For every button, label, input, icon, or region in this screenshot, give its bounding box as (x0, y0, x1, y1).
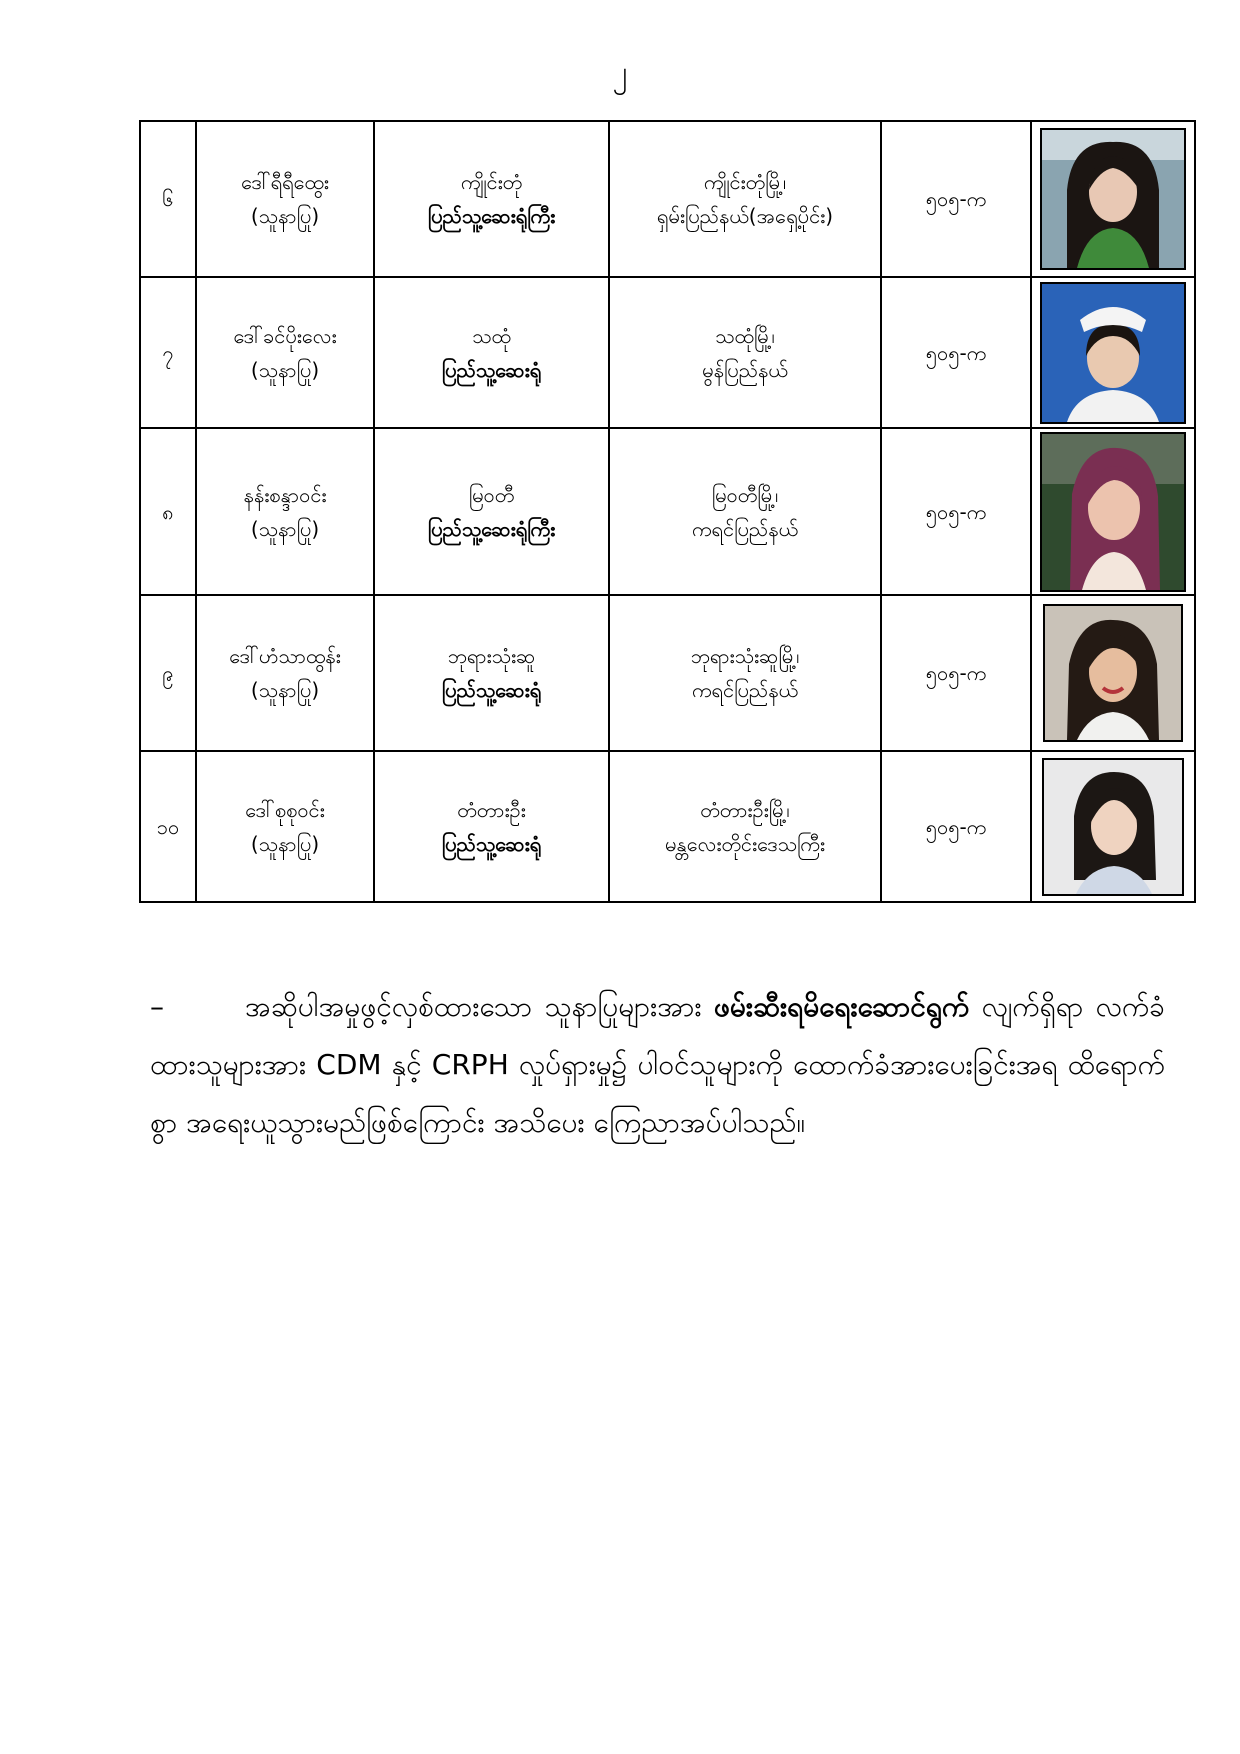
penal-section: ၅၀၅-က (881, 121, 1031, 277)
person-name: ဒေါ်ဟံသာထွန်း (229, 644, 341, 668)
photo-cell (1031, 595, 1195, 751)
photo-cell (1031, 751, 1195, 902)
person-role: (သူနာပြု) (250, 678, 320, 702)
address-region: ကရင်ပြည်နယ် (691, 516, 798, 541)
hospital-name: ပြည်သူ့ဆေးရုံ (441, 357, 542, 382)
hospital-cell (374, 595, 609, 751)
notice-dash: – (150, 990, 164, 1023)
hospital-cell (374, 428, 609, 595)
address-region: မွန်ပြည်နယ် (702, 357, 788, 382)
table-row (140, 428, 1195, 595)
hospital-town: မြဝတီ (468, 482, 515, 507)
row-number: ၇ (140, 277, 196, 428)
hospital-name: ပြည်သူ့ဆေးရုံ (441, 678, 542, 702)
person-photo (1040, 128, 1186, 270)
penal-section: ၅၀၅-က (881, 428, 1031, 595)
hospital-town: သထုံ (472, 323, 511, 348)
table-row (140, 751, 1195, 902)
table-row (140, 595, 1195, 751)
address-region: ကရင်ပြည်နယ် (691, 678, 798, 702)
hospital-town: ဘုရားသုံးဆူ (447, 644, 536, 668)
hospital-name: ပြည်သူ့ဆေးရုံ (441, 831, 542, 856)
person-photo (1042, 758, 1184, 896)
person-photo (1043, 604, 1183, 742)
table-row (140, 121, 1195, 277)
address-cell (609, 751, 881, 902)
address-town: တံတားဦးမြို့၊ (700, 797, 790, 822)
person-name: ဒေါ်ရီရီထွေး (241, 170, 329, 194)
person-name-cell (196, 595, 374, 751)
penal-section: ၅၀၅-က (881, 751, 1031, 902)
person-name: ဒေါ်ခင်ပိုးလေး (233, 323, 337, 348)
hospital-cell (374, 751, 609, 902)
hospital-cell (374, 277, 609, 428)
penal-section: ၅၀၅-က (881, 595, 1031, 751)
person-role: (သူနာပြု) (250, 516, 320, 541)
address-cell (609, 121, 881, 277)
photo-cell (1031, 428, 1195, 595)
notice-text-end: လျက်ရှိရာ လက်ခံထားသူများအား CDM နှင့် CRPH လှုပ်ရှားမှု၌ ပါဝင်သူများကို ထောက်ခံအားပေးခြင်းအရ ထိရောက်စွာ အရေးယူသွားမည်ဖြစ်ကြောင်း အသိပေး ကြေညာအပ်ပါသည်။ (150, 990, 1165, 1139)
person-name-cell (196, 428, 374, 595)
person-name-cell (196, 121, 374, 277)
page-number: ၂ (612, 55, 628, 90)
address-town: ဘုရားသုံးဆူမြို့၊ (690, 644, 800, 668)
notice-paragraph (150, 978, 1165, 1152)
person-role: (သူနာပြု) (250, 357, 320, 382)
row-number: ၈ (140, 428, 196, 595)
hospital-town: ကျိုင်းတုံ (460, 170, 523, 194)
hospital-name: ပြည်သူ့ဆေးရုံကြီး (427, 516, 556, 541)
person-role: (သူနာပြု) (250, 204, 320, 228)
notice-text-bold: ဖမ်းဆီးရမိရေးဆောင်ရွက် (713, 990, 970, 1023)
address-town: သထုံမြို့၊ (715, 323, 775, 348)
row-number: ၆ (140, 121, 196, 277)
row-number: ၁၀ (140, 751, 196, 902)
wanted-list-table (139, 120, 1196, 903)
row-number: ၉ (140, 595, 196, 751)
address-cell (609, 277, 881, 428)
photo-cell (1031, 277, 1195, 428)
photo-cell (1031, 121, 1195, 277)
person-name-cell (196, 277, 374, 428)
hospital-town: တံတားဦး (457, 797, 526, 822)
table-row (140, 277, 1195, 428)
hospital-name: ပြည်သူ့ဆေးရုံကြီး (427, 204, 556, 228)
address-town: ကျိုင်းတုံမြို့၊ (703, 170, 787, 194)
notice-text-start: အဆိုပါအမှုဖွင့်လှစ်ထားသော သူနာပြုများအား (245, 990, 714, 1023)
person-name: နန်းစန္ဒာဝင်း (243, 482, 327, 507)
hospital-cell (374, 121, 609, 277)
person-photo (1040, 432, 1186, 592)
person-name-cell (196, 751, 374, 902)
person-role: (သူနာပြု) (250, 831, 320, 856)
address-region: မန္တလေးတိုင်းဒေသကြီး (665, 831, 825, 856)
person-name: ဒေါ်စုစုဝင်း (245, 797, 325, 822)
address-region: ရှမ်းပြည်နယ်(အရှေ့ပိုင်း) (656, 204, 834, 228)
person-photo (1040, 282, 1186, 424)
address-cell (609, 428, 881, 595)
address-cell (609, 595, 881, 751)
address-town: မြဝတီမြို့၊ (711, 482, 779, 507)
penal-section: ၅၀၅-က (881, 277, 1031, 428)
